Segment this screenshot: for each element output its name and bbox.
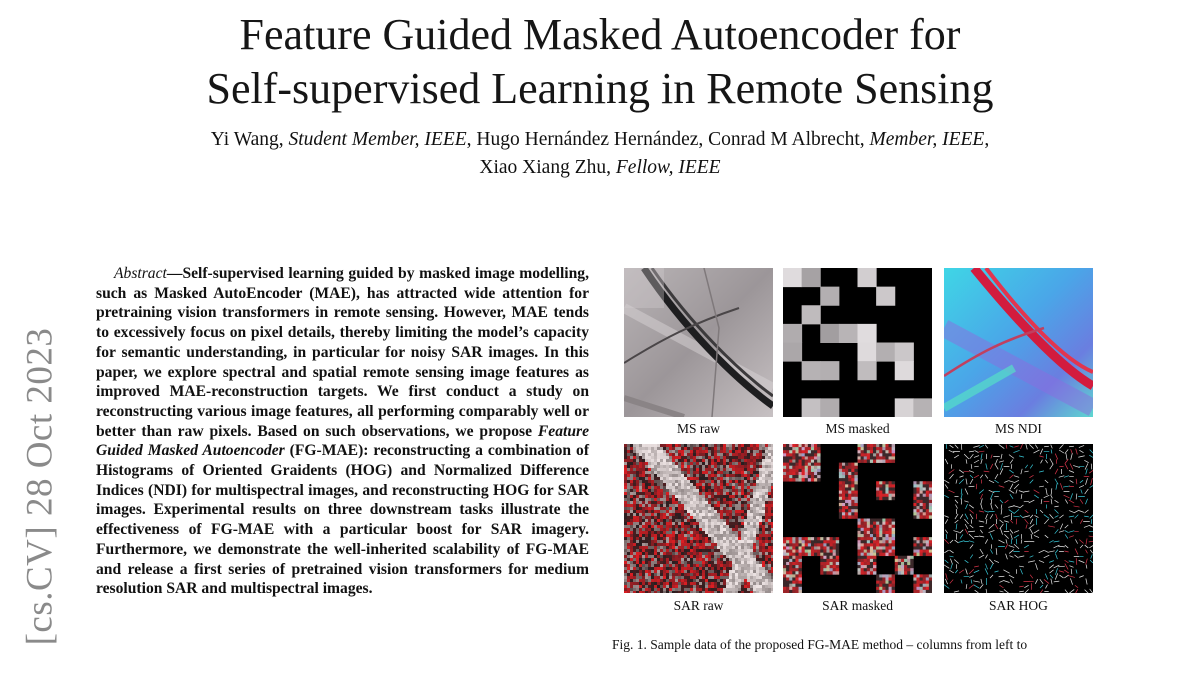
abstract-text-1: Self-supervised learning guided by masked image modelling, such as Masked AutoEncoder (MAE), has attracted wide attention for pretraining vision transformers in remote sensing. However, MAE tends to excessively focus on pixel details, thereby limiting the model’s capacity for semantic understanding, in particular for noisy SAR images. In this paper, we explore spectral and spatial remote sensing image features as improved MAE-reconstruction targets. We first conduct a study on reconstructing various image features, all performing comparably well or better than raw pixels. Based on such observations, we propose: [96, 265, 589, 440]
caption-sar-raw: SAR raw: [624, 598, 773, 614]
caption-sar-hog: SAR HOG: [944, 598, 1093, 614]
author-role: Member, IEEE: [870, 129, 985, 150]
author-list: [0, 126, 1200, 182]
author-hernandez-albrecht: , Hugo Hernández Hernández, Conrad M Albrecht,: [467, 129, 870, 150]
arxiv-side-stamp: [cs.CV] 28 Oct 2023: [19, 277, 62, 697]
sar-masked-image: [783, 444, 932, 593]
abstract-text-2: (FG-MAE): reconstructing a combination of Histograms of Oriented Graidents (HOG) and Normalized Difference Indices (NDI) for multispectral images, and reconstructing HOG for SAR images. Experimental results on three downstream tasks illustrate the effectiveness of FG-MAE with a particular boost for SAR imagery. Furthermore, we demonstrate the well-inherited scalability of FG-MAE and release a first series of pretrained vision transformers for medium resolution SAR and multispectral images.: [96, 442, 589, 597]
author-line-2: [0, 154, 1200, 182]
sar-raw-image: [624, 444, 773, 593]
caption-ms-raw: MS raw: [624, 421, 773, 437]
author-role: Fellow, IEEE: [616, 157, 721, 178]
figure-1-caption: Fig. 1. Sample data of the proposed FG-MAE method – columns from left to: [612, 637, 1192, 653]
caption-ms-ndi: MS NDI: [944, 421, 1093, 437]
abstract-lead: Abstract: [114, 265, 167, 282]
abstract-dash: —: [167, 265, 183, 282]
abstract: [96, 264, 589, 599]
caption-ms-masked: MS masked: [783, 421, 932, 437]
author-yi-wang: Yi Wang,: [211, 129, 289, 150]
caption-sar-masked: SAR masked: [783, 598, 932, 614]
abstract-paragraph: [96, 264, 589, 599]
author-zhu: Xiao Xiang Zhu,: [479, 157, 615, 178]
author-line-1: [0, 126, 1200, 154]
author-separator: ,: [984, 129, 989, 150]
ms-ndi-image: [944, 268, 1093, 417]
paper-title: [0, 8, 1200, 116]
method-name: Feature Guided Masked Autoencoder: [96, 423, 589, 460]
title-line-1: Feature Guided Masked Autoencoder for: [0, 8, 1200, 62]
author-role: Student Member, IEEE: [288, 129, 466, 150]
ms-masked-image: [783, 268, 932, 417]
title-line-2: Self-supervised Learning in Remote Sensing: [0, 62, 1200, 116]
ms-raw-image: [624, 268, 773, 417]
sar-hog-image: [944, 444, 1093, 593]
